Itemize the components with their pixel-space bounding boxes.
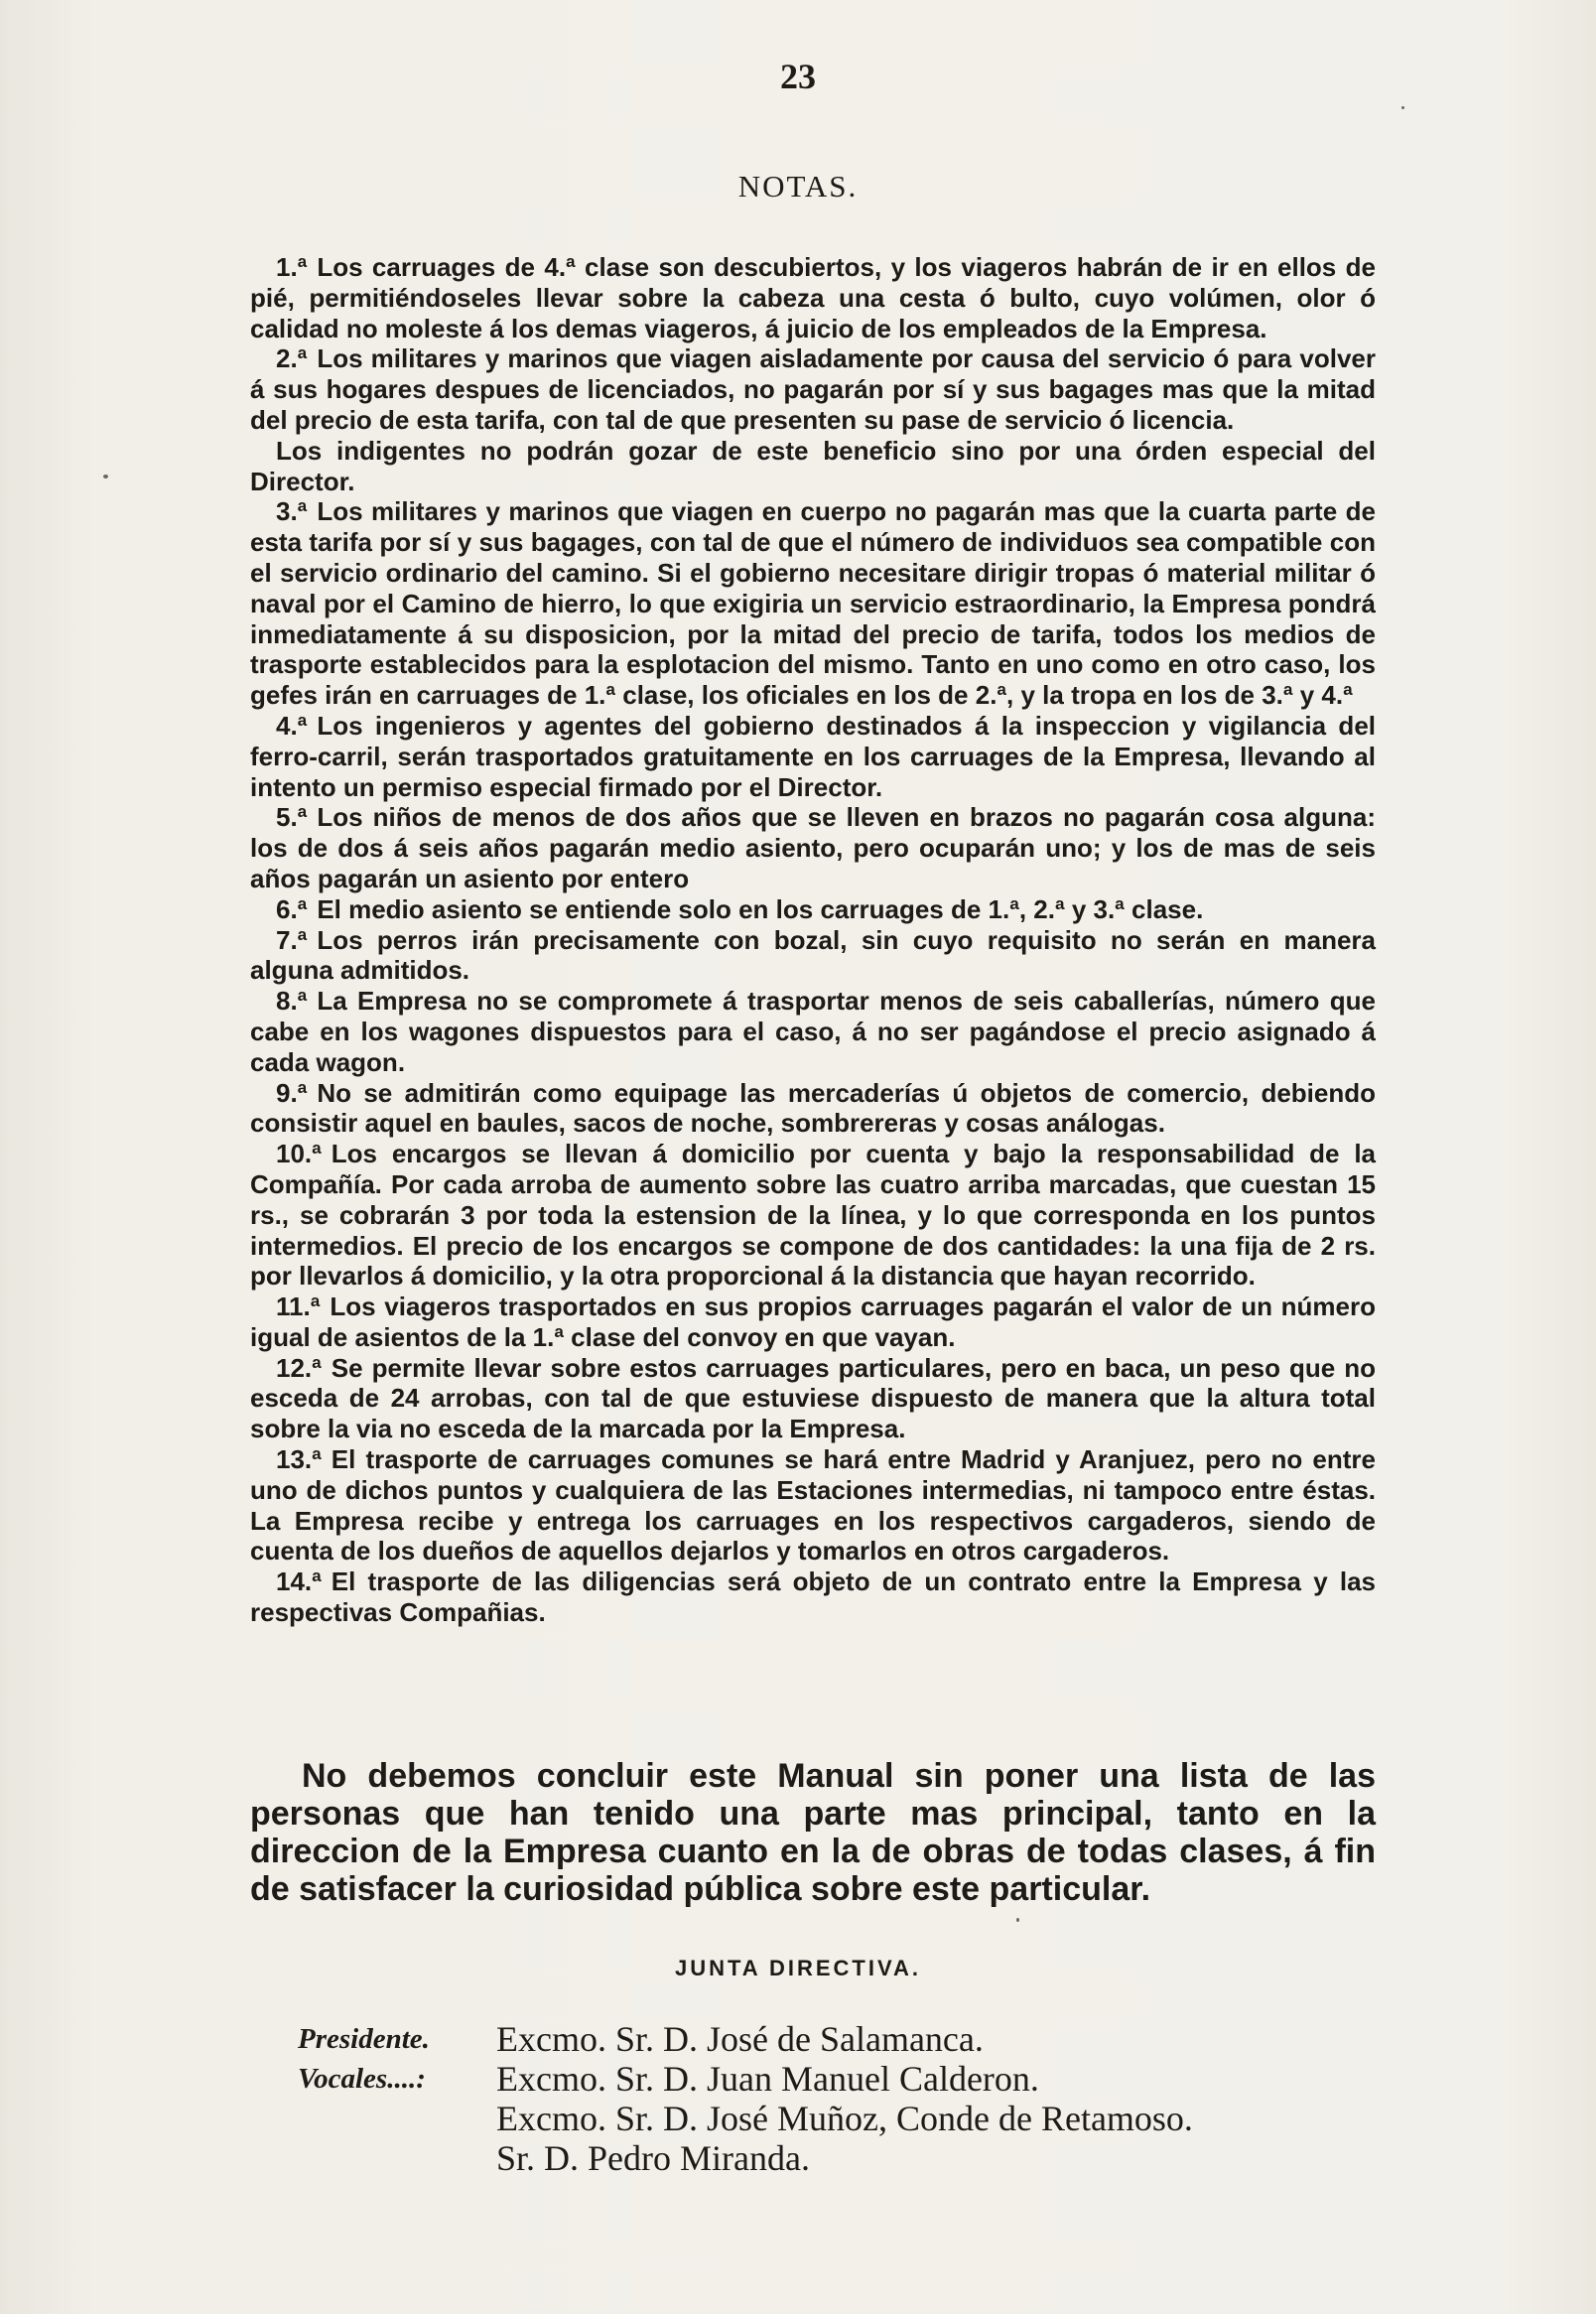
member-name: Excmo. Sr. D. Juan Manuel Calderon. [496, 2059, 1039, 2099]
note-number: 4.ª [276, 710, 308, 741]
note-number: 7.ª [276, 924, 308, 955]
member-name: Excmo. Sr. D. José de Salamanca. [496, 2019, 984, 2059]
member-row [298, 2138, 1193, 2178]
note-item [250, 1566, 1376, 1628]
note-text: Los perros irán precisamente con bozal, sin cuyo requisito no serán en manera alguna admitidos. [250, 924, 1376, 986]
member-name: Excmo. Sr. D. José Muñoz, Conde de Retamoso. [496, 2099, 1193, 2138]
note-number: 13.ª [276, 1444, 322, 1475]
note-text: El trasporte de las diligencias será objeto de un contrato entre la Empresa y las respectivas Compañias. [250, 1566, 1376, 1628]
note-item [250, 711, 1376, 802]
note-text: Los carruages de 4.ª clase son descubiertos, y los viageros habrán de ir en ellos de pié, permitiéndoseles llevar sobre la cabeza una cesta ó bulto, cuyo volúmen, olor ó calidad no moleste á los demas viageros, á juicio de los empleados de la Empresa. [250, 252, 1376, 343]
paper-speck [103, 475, 108, 478]
note-number: 5.ª [276, 802, 308, 833]
note-text: La Empresa no se compromete á trasportar menos de seis caballerías, número que cabe en los wagones dispuestos para el caso, á no ser pagándose el precio asignado á cada wagon. [250, 986, 1376, 1077]
note-item [250, 1078, 1376, 1140]
note-text: Los viageros trasportados en sus propios carruages pagarán el valor de un número igual de asientos de la 1.ª clase del convoy en que vayan. [250, 1292, 1376, 1352]
note-text: Los niños de menos de dos años que se lleven en brazos no pagarán cosa alguna: los de dos á seis años pagarán medio asiento, pero ocuparán uno; y los de mas de seis años pagarán un asiento por entero [250, 802, 1376, 893]
note-item [250, 496, 1376, 711]
note-text: Los militares y marinos que viagen en cuerpo no pagarán mas que la cuarta parte de esta tarifa por sí y sus bagages, con tal de que el número de individuos sea compatible con el servicio ordinario del camino. Si el gobierno necesitare dirigir tropas ó material militar ó naval por el Camino de hierro, lo que exigiria un servicio estraordinario, la Empresa pondrá inmediatamente á su disposicion, por la mitad del precio de tarifa, todos los medios de trasporte establecidos para la esplotacion del mismo. Tanto en uno como en otro caso, los gefes irán en carruages de 1.ª clase, los oficiales en los de 2.ª, y la tropa en los de 3.ª y 4.ª [250, 496, 1376, 711]
paper-speck [1401, 106, 1404, 109]
notes-list [250, 252, 1376, 1628]
member-role: Vocales....: [298, 2063, 426, 2095]
note-item [250, 252, 1376, 343]
note-item [250, 925, 1376, 987]
member-list [298, 2019, 1193, 2178]
member-role [298, 2099, 496, 2138]
note-number: 11.ª [276, 1292, 321, 1322]
note-number: 9.ª [276, 1077, 308, 1108]
note-item [250, 986, 1376, 1077]
note-item [250, 1444, 1376, 1566]
note-item [250, 343, 1376, 435]
note-item [250, 1139, 1376, 1292]
member-row [298, 2059, 1193, 2099]
note-number: 3.ª [276, 496, 308, 527]
note-number: 8.ª [276, 986, 308, 1017]
member-role [298, 2138, 496, 2178]
note-item [250, 894, 1376, 925]
note-number: 10.ª [276, 1139, 322, 1169]
member-row [298, 2099, 1193, 2138]
note-text: Los encargos se llevan á domicilio por cuenta y bajo la responsabilidad de la Compañía. Por cada arroba de aumento sobre las cuatro arriba marcadas, que cuestan 15 rs., se cobrarán 3 por toda la estension de la línea, y lo que corresponda en los puntos intermedios. El precio de los encargos se compone de dos cantidades: la una fija de 2 rs. por llevarlos á domicilio, y la otra proporcional á la distancia que hayan recorrido. [250, 1139, 1376, 1292]
note-number: 6.ª [276, 893, 308, 924]
note-number: 14.ª [276, 1566, 322, 1597]
member-name: Sr. D. Pedro Miranda. [496, 2138, 810, 2178]
note-item [250, 1292, 1376, 1353]
member-role: Presidente. [298, 2023, 430, 2055]
note-text: Se permite llevar sobre estos carruages particulares, pero en baca, un peso que no esceda de 24 arrobas, con tal de que estuviese dispuesto de manera que la altura total sobre la via no esceda de la marcada por la Empresa. [250, 1352, 1376, 1444]
page-number: 23 [780, 57, 816, 96]
notes-heading: NOTAS. [737, 169, 859, 204]
note-number: 12.ª [276, 1352, 322, 1383]
note-item [250, 802, 1376, 893]
junta-directiva-heading: JUNTA DIRECTIVA. [674, 1956, 922, 1980]
paper-speck [1016, 1918, 1019, 1922]
note-number: 2.ª [276, 343, 308, 374]
note-text: Los militares y marinos que viagen aisladamente por causa del servicio ó para volver á sus hogares despues de licenciados, no pagarán por sí y sus bagages mas que la mitad del precio de esta tarifa, con tal de que presenten su pase de servicio ó licencia. [250, 343, 1376, 435]
note-text: Los ingenieros y agentes del gobierno destinados á la inspeccion y vigilancia del ferro-carril, serán trasportados gratuitamente en los carruages de la Empresa, llevando al intento un permiso especial firmado por el Director. [250, 710, 1376, 802]
note-text: El medio asiento se entiende solo en los carruages de 1.ª, 2.ª y 3.ª clase. [317, 893, 1204, 924]
note-number: 1.ª [276, 252, 308, 282]
closing-paragraph: No debemos concluir este Manual sin poner una lista de las personas que han tenido una parte mas principal, tanto en la direccion de la Empresa cuanto en la de obras de todas clases, á fin de satisfacer la curiosidad pública sobre este particular. [250, 1757, 1376, 1908]
note-item [250, 1353, 1376, 1444]
note-item [250, 436, 1376, 497]
note-text: Los indigentes no podrán gozar de este beneficio sino por una órden especial del Director. [250, 435, 1376, 496]
member-row [298, 2019, 1193, 2059]
note-text: El trasporte de carruages comunes se hará entre Madrid y Aranjuez, pero no entre uno de dichos puntos y cualquiera de las Estaciones intermedias, ni tampoco entre éstas. La Empresa recibe y entrega los carruages en los respectivos cargaderos, siendo de cuenta de los dueños de aquellos dejarlos y tomarlos en otros cargaderos. [250, 1444, 1376, 1566]
note-text: No se admitirán como equipage las mercaderías ú objetos de comercio, debiendo consistir aquel en baules, sacos de noche, sombrereras y cosas análogas. [250, 1077, 1376, 1139]
